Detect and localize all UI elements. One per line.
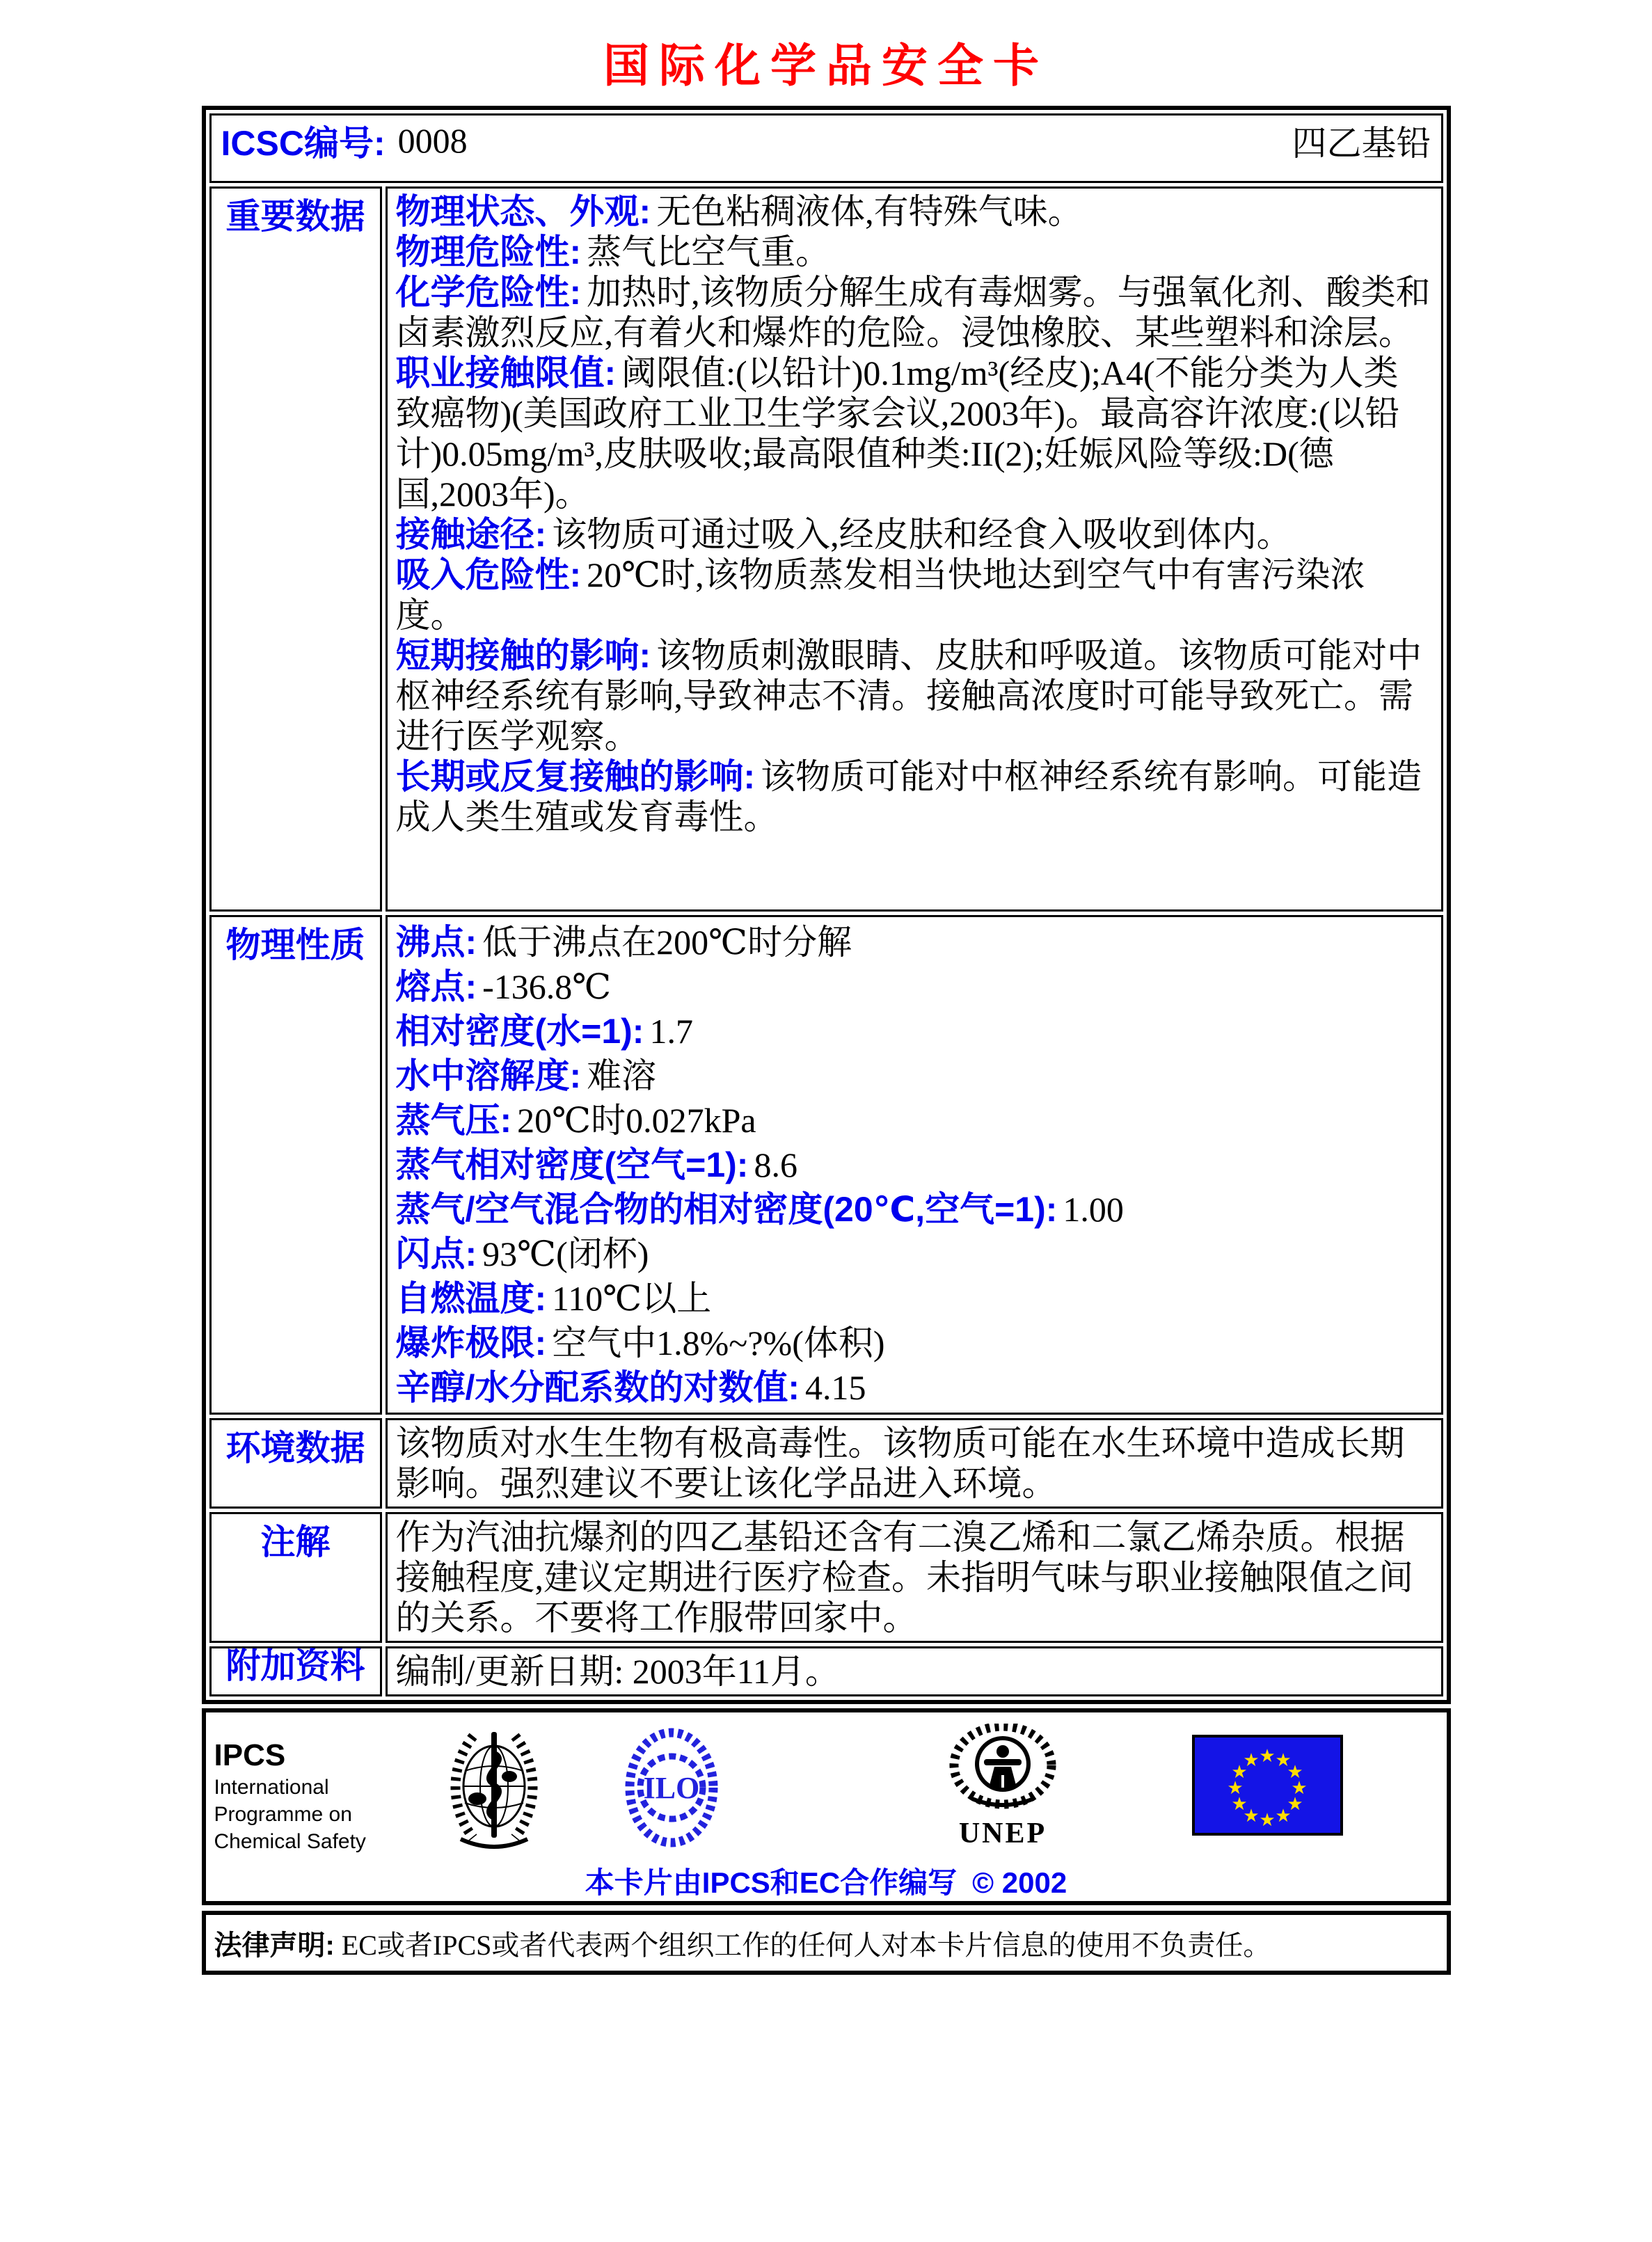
ipcs-line: Programme on [214,1803,352,1826]
eu-star: ★ [1242,1750,1260,1770]
property-item [396,1054,1433,1098]
item-label: 相对密度(水=1): [395,1012,644,1051]
environmental-data-row-label: 环境数据 [209,1418,382,1509]
notes-text: 作为汽油抗爆剂的四乙基铅还含有二溴乙烯和二氯乙烯杂质。根据接触程度,建议定期进行医疗检查。未指明气味与职业接触限值之间的关系。不要将工作服带回家中。 [395,1518,1413,1637]
item-text: -136.8℃ [482,967,612,1006]
ipcs-acronym: IPCS [214,1738,286,1772]
legal-label: 法律声明: [214,1930,335,1961]
item-text: 4.15 [805,1368,866,1407]
property-item [396,1276,1433,1321]
who-logo-icon [445,1717,543,1856]
item-label: 辛醇/水分配系数的对数值: [395,1368,800,1407]
card-table [202,106,1451,1704]
item-label: 物理状态、外观: [395,192,651,231]
item-label: 蒸气压: [395,1101,512,1140]
caption-text: 本卡片由IPCS和EC合作编写 [585,1866,958,1899]
item-text: 110℃以上 [552,1279,712,1318]
item-label: 化学危险性: [395,273,582,312]
unep-logo-icon [948,1724,1058,1814]
item-label: 闪点: [395,1234,477,1273]
property-item [396,1187,1433,1232]
property-item [396,1143,1433,1187]
property-item [396,1365,1433,1410]
item-label: 爆炸极限: [395,1323,547,1362]
item-label: 接触途径: [395,515,547,554]
item-text: 加热时,该物质分解生成有毒烟雾。与强氧化剂、酸类和卤素激烈反应,有着火和爆炸的危险。浸蚀橡胶、某些塑料和涂层。 [395,273,1431,352]
notes-row-label: 注解 [209,1512,382,1643]
item-text: 8.6 [754,1145,797,1184]
ipcs-line: Chemical Safety [214,1830,366,1853]
notes-row [209,1512,1443,1643]
eu-star: ★ [1290,1778,1308,1798]
item-label: 物理危险性: [395,232,582,271]
item-label: 沸点: [395,923,477,962]
eu-star: ★ [1286,1794,1303,1814]
organizations-panel [202,1708,1451,1905]
item-text: 20℃时0.027kPa [517,1101,756,1140]
eu-star: ★ [1286,1762,1303,1782]
additional-info-row [209,1646,1443,1696]
item-text: 93℃(闭杯) [482,1234,649,1273]
item-text: 1.7 [649,1012,693,1051]
item-text: 该物质可能对中枢神经系统有影响。可能造成人类生殖或发育毒性。 [395,757,1422,836]
item-text: 20℃时,该物质蒸发相当快地达到空气中有害污染浓度。 [395,555,1365,635]
ipcs-line: International [214,1776,329,1799]
physical-properties-cell [386,915,1443,1415]
important-data-row-label: 重要数据 [209,186,382,912]
header-cell [209,113,1443,183]
important-item [396,756,1433,837]
property-item [396,920,1433,964]
eu-star: ★ [1230,1794,1248,1814]
item-text: 蒸气比空气重。 [587,232,831,271]
item-label: 蒸气相对密度(空气=1): [395,1145,749,1184]
eu-star: ★ [1230,1762,1248,1782]
item-text: 空气中1.8%~?%(体积) [552,1323,885,1362]
icsc-number-label: ICSC编号: [221,124,386,163]
environmental-data-cell [386,1418,1443,1509]
ilo-logo-text: ILO [643,1771,699,1805]
eu-star: ★ [1242,1806,1260,1826]
important-item [396,635,1433,756]
item-text: 该物质刺激眼睛、皮肤和呼吸道。该物质可能对中枢神经系统有影响,导致神志不清。接触高浓度时可能导致死亡。需进行医学观察。 [395,636,1422,756]
important-item [396,232,1433,272]
environmental-data-row [209,1418,1443,1509]
ipcs-block [214,1738,366,1855]
item-label: 水中溶解度: [395,1056,582,1095]
eu-star: ★ [1258,1810,1276,1830]
item-label: 蒸气/空气混合物的相对密度(20℃,空气=1): [395,1190,1058,1229]
item-label: 短期接触的影响: [395,636,651,675]
ilo-logo-icon [624,1728,720,1847]
environmental-data-text: 该物质对水生生物有极高毒性。该物质可能在水生环境中造成长期影响。强烈建议不要让该化学品进入环境。 [395,1424,1405,1503]
important-item [396,191,1433,232]
additional-info-row-label: 附加资料 [209,1646,382,1696]
item-label: 长期或反复接触的影响: [395,757,756,796]
eu-star: ★ [1226,1778,1244,1798]
property-item [396,964,1433,1009]
safety-card [202,106,1451,1975]
legal-panel [202,1911,1451,1975]
item-text: 该物质可通过吸入,经皮肤和经食入吸收到体内。 [552,515,1292,554]
property-item [396,1321,1433,1365]
eu-star: ★ [1258,1746,1276,1766]
item-text: 难溶 [587,1056,657,1095]
physical-properties-row [209,915,1443,1415]
important-item [396,353,1433,514]
important-data-cell [386,186,1443,912]
additional-info-cell [386,1646,1443,1696]
item-label: 自燃温度: [395,1279,547,1318]
item-text: 阈限值:(以铅计)0.1mg/m³(经皮);A4(不能分类为人类致癌物)(美国政府工业卫生学家会议,2003年)。最高容许浓度:(以铅计)0.05mg/m³,皮肤吸收;最高限值种类:II(2);妊娠风险等级:D(德国,2003年)。 [395,353,1400,514]
item-text: 无色粘稠液体,有特殊气味。 [656,192,1083,231]
item-label: 熔点: [395,967,477,1006]
important-item [396,514,1433,555]
notes-cell [386,1512,1443,1643]
item-text: 低于沸点在200℃时分解 [482,923,852,962]
physical-properties-row-label: 物理性质 [209,915,382,1415]
additional-info-text: 编制/更新日期: 2003年11月。 [395,1652,840,1691]
legal-text: EC或者IPCS或者代表两个组织工作的任何人对本卡片信息的使用不负责任。 [341,1929,1271,1961]
item-label: 吸入危险性: [395,555,582,594]
important-data-row [209,186,1443,912]
icsc-number-value: 0008 [397,121,468,160]
unep-logo-text: UNEP [958,1818,1047,1850]
property-item [396,1009,1433,1054]
eu-flag-icon [1192,1735,1343,1836]
panel-caption [206,1860,1447,1902]
page-title: 国际化学品安全卡 [603,40,1049,91]
property-item [396,1098,1433,1143]
header-row [209,113,1443,183]
important-item [396,555,1433,635]
copyright-text: © 2002 [972,1866,1067,1899]
important-item [396,272,1433,353]
chemical-name: 四乙基铅 [1292,124,1431,163]
property-item [396,1232,1433,1276]
eu-star: ★ [1274,1750,1292,1770]
item-text: 1.00 [1063,1190,1124,1229]
eu-star: ★ [1274,1806,1292,1826]
unep-logo [948,1724,1058,1850]
item-label: 职业接触限值: [395,353,617,392]
